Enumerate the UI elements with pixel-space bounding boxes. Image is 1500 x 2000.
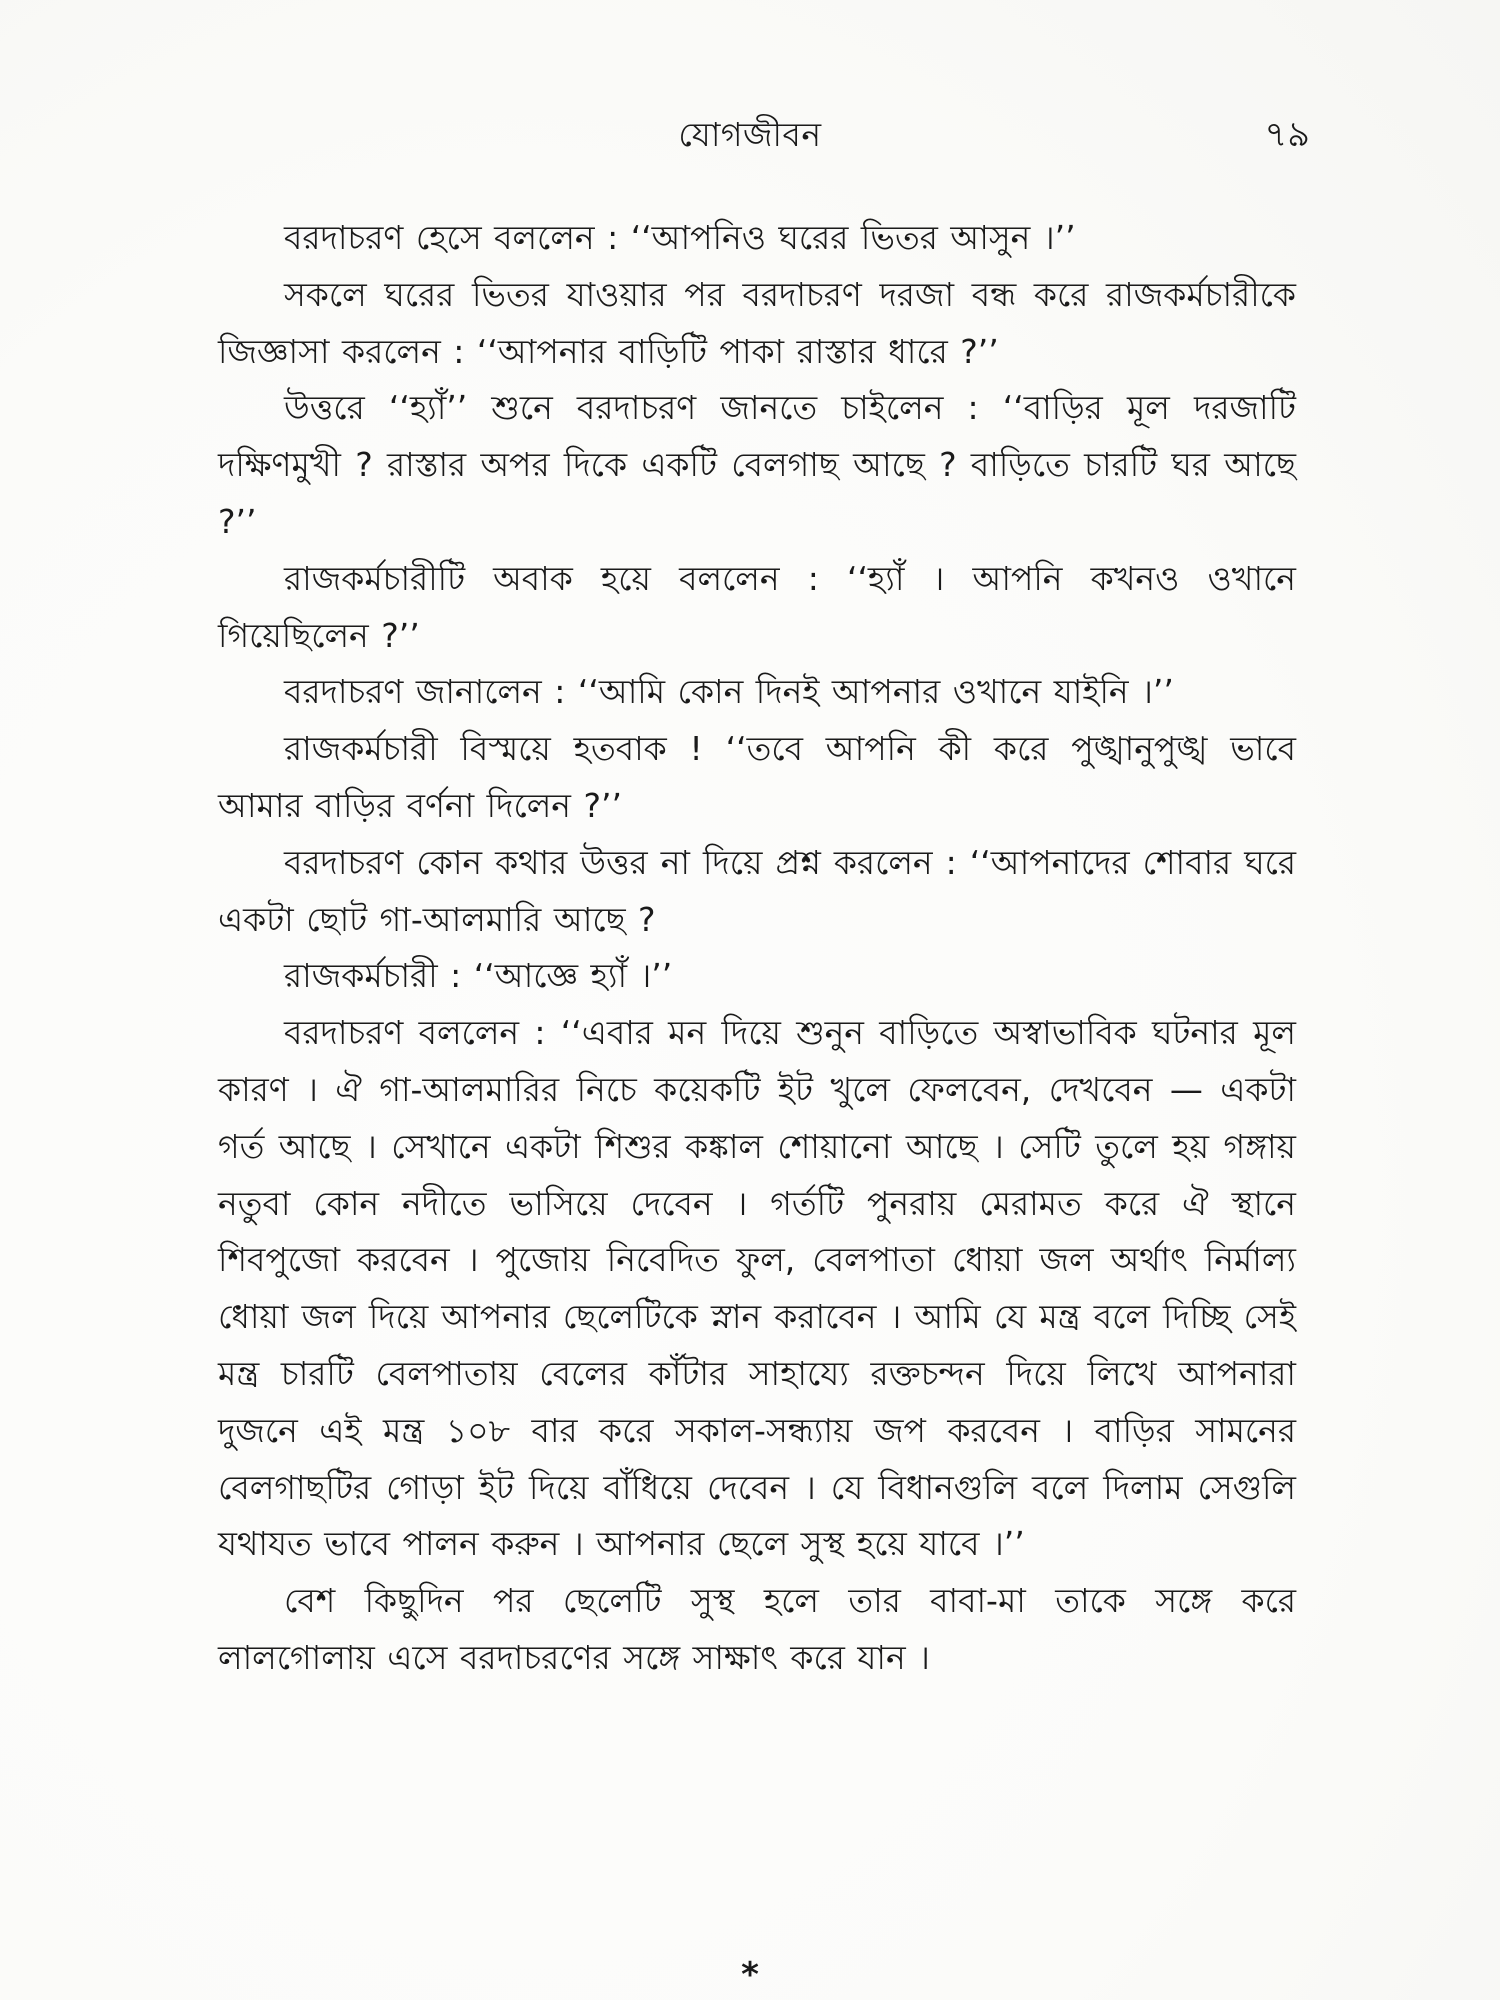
paragraph: রাজকর্মচারীটি অবাক হয়ে বললেন : ‘‘হ্যাঁ । আপনি কখনও ওখানে গিয়েছিলেন ?’’ xyxy=(218,558,1296,655)
paragraph: সকলে ঘরের ভিতর যাওয়ার পর বরদাচরণ দরজা বন্ধ করে রাজকর্মচারীকে জিজ্ঞাসা করলেন : ‘‘আপনার বাড়িটি পাকা রাস্তার ধারে ?’’ xyxy=(218,274,1296,371)
paragraph: রাজকর্মচারী : ‘‘আজ্ঞে হ্যাঁ ।’’ xyxy=(284,956,673,996)
paragraph: বেশ কিছুদিন পর ছেলেটি সুস্থ হলে তার বাবা-মা তাকে সঙ্গে করে লালগোলায় এসে বরদাচরণের সঙ্গে সাক্ষাৎ করে যান । xyxy=(218,1581,1296,1677)
paragraph: উত্তরে ‘‘হ্যাঁ’’ শুনে বরদাচরণ জানতে চাইলেন : ‘‘বাড়ির মূল দরজাটি দক্ষিণমুখী ? রাস্তার অপর দিকে একটি বেলগাছ আছে ? বাড়িতে চারটি ঘর আছে ?’’ xyxy=(218,388,1296,541)
running-head xyxy=(0,110,1500,160)
paragraph: বরদাচরণ জানালেন : ‘‘আমি কোন দিনই আপনার ওখানে যাইনি ।’’ xyxy=(284,672,1174,712)
paragraph: বরদাচরণ কোন কথার উত্তর না দিয়ে প্রশ্ন করলেন : ‘‘আপনাদের শোবার ঘরে একটা ছোট গা-আলমারি আছে ? xyxy=(218,842,1296,939)
running-title: যোগজীবন xyxy=(678,115,822,154)
page-number: ৭৯ xyxy=(1264,115,1310,155)
paragraph: বরদাচরণ বললেন : ‘‘এবার মন দিয়ে শুনুন বাড়িতে অস্বাভাবিক ঘটনার মূল কারণ । ঐ গা-আলমারির নিচে কয়েকটি ইট খুলে ফেলবেন, দেখবেন — একটা গর্ত আছে । সেখানে একটা শিশুর কঙ্কাল শোয়ানো আছে । সেটি তুলে হয় গঙ্গায় নতুবা কোন নদীতে ভাসিয়ে দেবেন । গর্তটি পুনরায় মেরামত করে ঐ স্থানে শিবপুজো করবেন । পুজোয় নিবেদিত ফুল, বেলপাতা ধোয়া জল অর্থাৎ নির্মাল্য ধোয়া জল দিয়ে আপনার ছেলেটিকে স্নান করাবেন । আমি যে মন্ত্র বলে দিচ্ছি সেই মন্ত্র চারটি বেলপাতায় বেলের কাঁটার সাহায্যে রক্তচন্দন দিয়ে লিখে আপনারা দুজনে এই মন্ত্র ১০৮ বার করে সকাল-সন্ধ্যায় জপ করবেন । বাড়ির সামনের বেলগাছটির গোড়া ইট দিয়ে বাঁধিয়ে দেবেন । যে বিধানগুলি বলে দিলাম সেগুলি যথাযত ভাবে পালন করুন । আপনার ছেলে সুস্থ হয়ে যাবে ।’’ xyxy=(218,1013,1296,1564)
paragraph: বরদাচরণ হেসে বললেন : ‘‘আপনিও ঘরের ভিতর আসুন ।’’ xyxy=(284,218,1076,257)
body-text xyxy=(218,210,1296,1687)
paragraph: রাজকর্মচারী বিস্ময়ে হতবাক ! ‘‘তবে আপনি কী করে পুঙ্খানুপুঙ্খ ভাবে আমার বাড়ির বর্ণনা দিলেন ?’’ xyxy=(218,729,1296,825)
end-mark: * xyxy=(741,1955,759,1995)
